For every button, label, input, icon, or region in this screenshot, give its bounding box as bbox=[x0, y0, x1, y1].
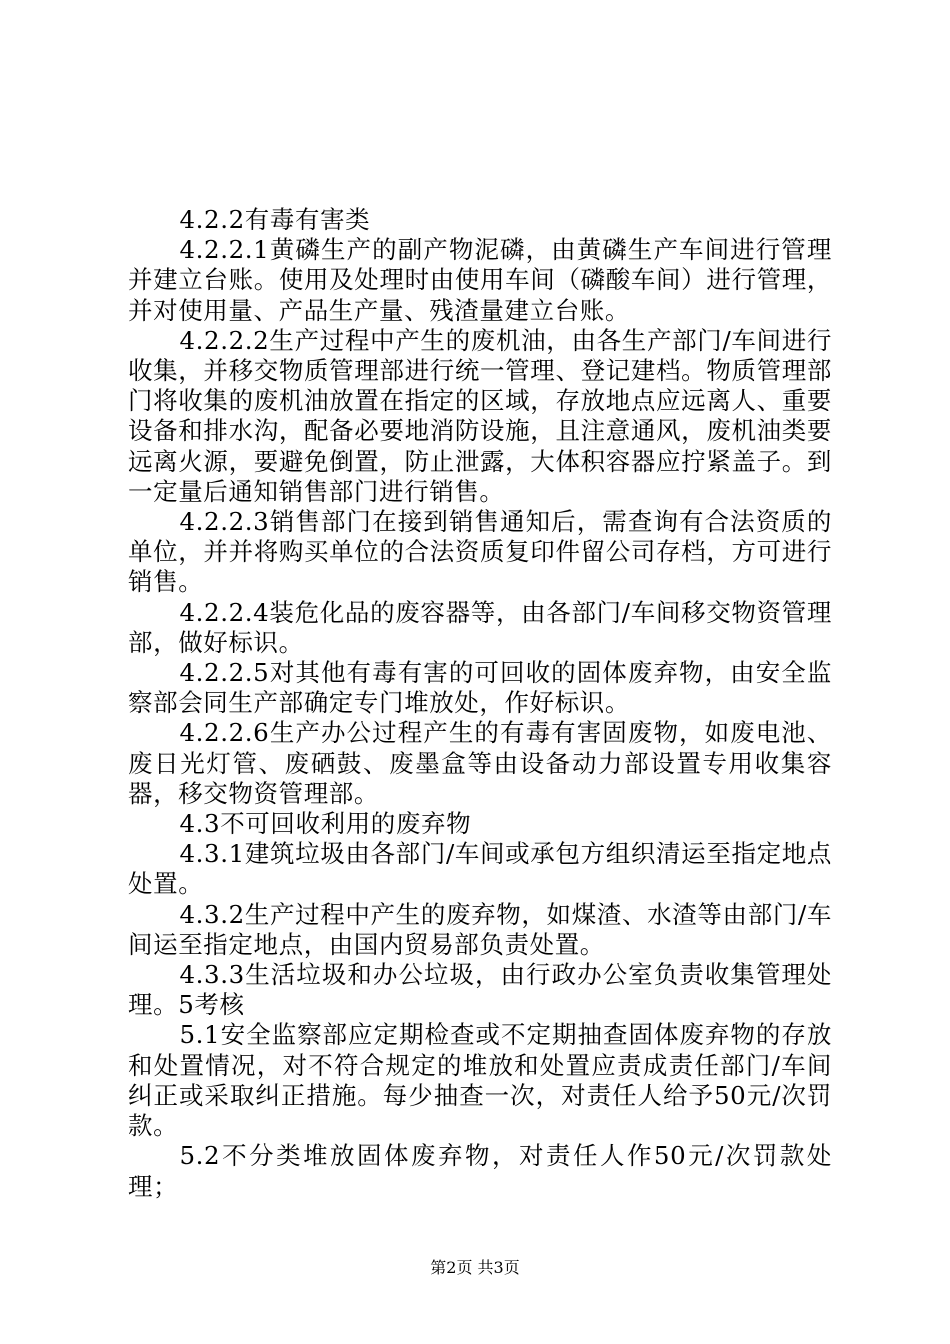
paragraph-5-2: 5.2不分类堆放固体废弃物，对责任人作50元/次罚款处理； bbox=[128, 1141, 832, 1201]
page-number-footer: 第2页 共3页 bbox=[430, 1258, 520, 1277]
paragraph-4-2-2-2: 4.2.2.2生产过程中产生的废机油，由各生产部门/车间进行收集，并移交物质管理部进行统一管理、登记建档。物质管理部门将收集的废机油放置在指定的区域，存放地点应远离人、重要设备和排水沟，配备必要地消防设施，且注意通风，废机油类要远离火源，要避免倒置，防止泄露，大体积容器应拧紧盖子。到一定量后通知销售部门进行销售。 bbox=[128, 325, 832, 506]
paragraph-4-3-1: 4.3.1建筑垃圾由各部门/车间或承包方组织清运至指定地点处置。 bbox=[128, 839, 832, 899]
document-body bbox=[128, 205, 832, 1202]
paragraph-4-2-2-4: 4.2.2.4装危化品的废容器等，由各部门/车间移交物资管理部，做好标识。 bbox=[128, 597, 832, 657]
paragraph-4-2-2-1: 4.2.2.1黄磷生产的副产物泥磷，由黄磷生产车间进行管理并建立台账。使用及处理时由使用车间（磷酸车间）进行管理，并对使用量、产品生产量、残渣量建立台账。 bbox=[128, 235, 832, 325]
paragraph-4-2-2-6: 4.2.2.6生产办公过程产生的有毒有害固废物，如废电池、废日光灯管、废硒鼓、废墨盒等由设备动力部设置专用收集容器，移交物资管理部。 bbox=[128, 718, 832, 808]
paragraph-4-3-2: 4.3.2生产过程中产生的废弃物，如煤渣、水渣等由部门/车间运至指定地点，由国内贸易部负责处置。 bbox=[128, 899, 832, 959]
paragraph-4-2-2-5: 4.2.2.5对其他有毒有害的可回收的固体废弃物，由安全监察部会同生产部确定专门堆放处，作好标识。 bbox=[128, 658, 832, 718]
section-heading-4-3: 4.3不可回收利用的废弃物 bbox=[179, 809, 472, 839]
paragraph-4-2-2-3: 4.2.2.3销售部门在接到销售通知后，需查询有合法资质的单位，并并将购买单位的合法资质复印件留公司存档，方可进行销售。 bbox=[128, 507, 832, 597]
section-heading-4-2-2: 4.2.2有毒有害类 bbox=[179, 205, 371, 234]
paragraph-4-3-3: 4.3.3生活垃圾和办公垃圾，由行政办公室负责收集管理处理。5考核 bbox=[128, 960, 832, 1020]
paragraph-5-1: 5.1安全监察部应定期检查或不定期抽查固体废弃物的存放和处置情况，对不符合规定的堆放和处置应责成责任部门/车间纠正或采取纠正措施。每少抽查一次，对责任人给予50元/次罚款。 bbox=[128, 1020, 832, 1141]
